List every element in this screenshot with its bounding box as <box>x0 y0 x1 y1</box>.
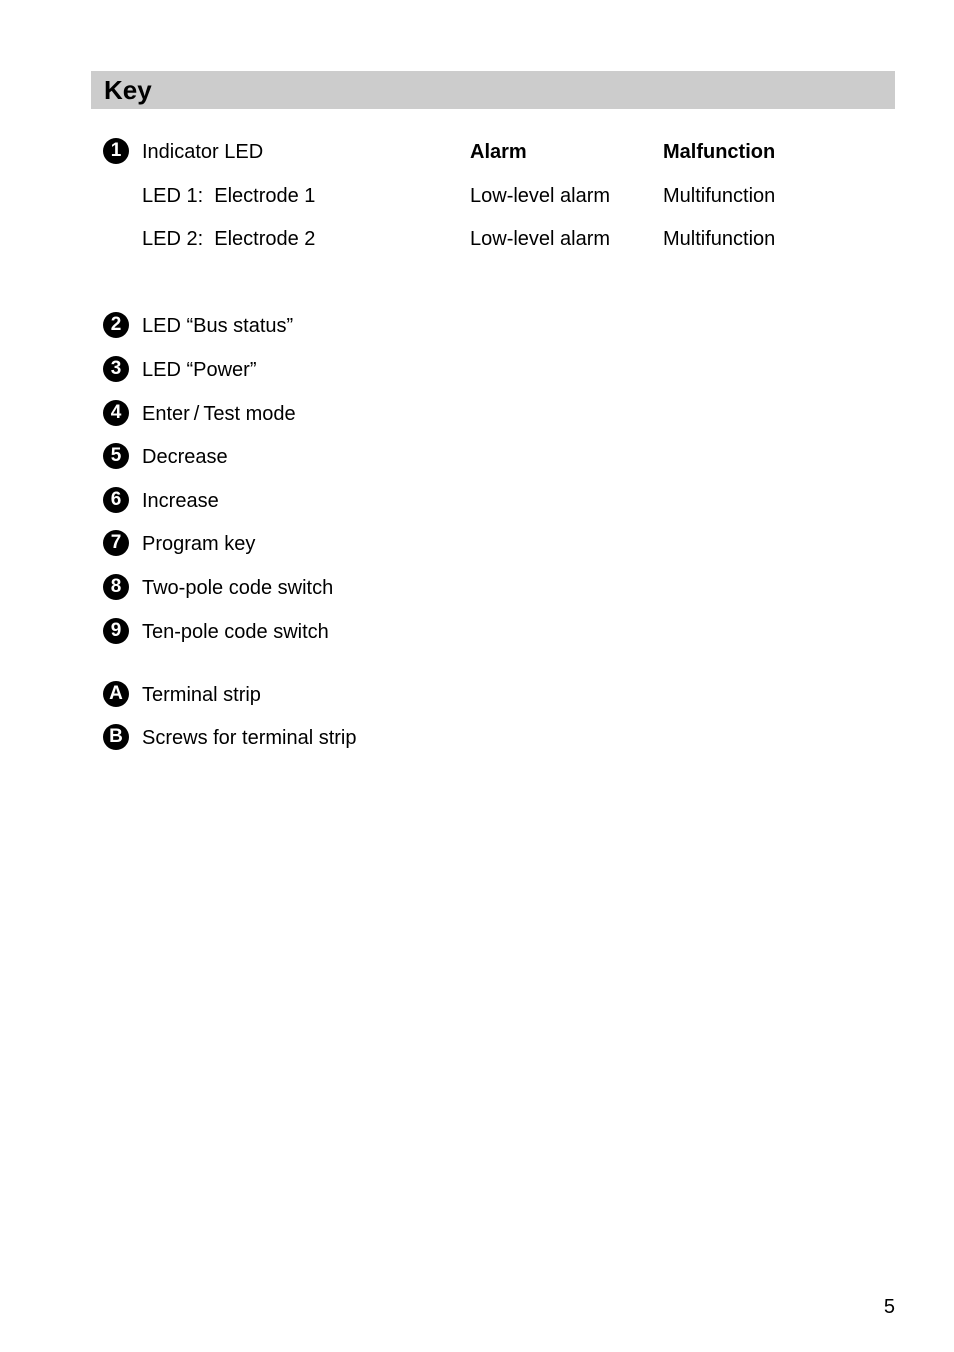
alarm-column-header: Alarm <box>470 141 527 163</box>
page-number: 5 <box>883 1296 895 1318</box>
key-item-label: Two-pole code switch <box>142 577 334 599</box>
letter-badge-icon: B <box>103 724 129 750</box>
key-item-label: Indicator LED <box>142 141 264 163</box>
key-item-label: Ten-pole code switch <box>142 621 329 643</box>
key-item <box>0 486 954 516</box>
key-item-label: Decrease <box>142 446 228 468</box>
letter-badge-icon: A <box>103 681 129 707</box>
key-item <box>0 680 954 710</box>
number-badge-icon: 8 <box>103 574 129 600</box>
key-item <box>0 573 954 603</box>
key-item-indicator-led <box>0 137 954 167</box>
key-item <box>0 355 954 385</box>
malfunction-column-header: Malfunction <box>663 141 776 163</box>
led-row-alarm: Low-level alarm <box>470 185 611 207</box>
key-item <box>0 723 954 753</box>
key-item-label: LED “Power” <box>142 359 257 381</box>
led-row-label: LED 2: Electrode 2 <box>142 228 316 250</box>
led-table-row <box>0 224 954 254</box>
number-badge-icon: 9 <box>103 618 129 644</box>
key-item-label: Enter / Test mode <box>142 403 296 425</box>
number-badge-icon: 2 <box>103 312 129 338</box>
led-row-alarm: Low-level alarm <box>470 228 611 250</box>
number-badge-icon: 4 <box>103 400 129 426</box>
key-item-label: LED “Bus status” <box>142 315 294 337</box>
led-row-malfunction: Multifunction <box>663 228 776 250</box>
number-badge-icon: 7 <box>103 530 129 556</box>
key-item-label: Program key <box>142 533 256 555</box>
key-item-label: Screws for terminal strip <box>142 727 357 749</box>
number-badge-icon: 5 <box>103 443 129 469</box>
key-item <box>0 399 954 429</box>
key-item-label: Terminal strip <box>142 684 261 706</box>
key-item <box>0 529 954 559</box>
led-table-row <box>0 181 954 211</box>
number-badge-icon: 6 <box>103 487 129 513</box>
key-item-label: Increase <box>142 490 219 512</box>
section-title: Key <box>104 75 152 105</box>
key-item <box>0 617 954 647</box>
led-row-malfunction: Multifunction <box>663 185 776 207</box>
number-badge-icon: 1 <box>103 138 129 164</box>
section-header-bar <box>91 71 895 109</box>
key-item <box>0 442 954 472</box>
led-row-label: LED 1: Electrode 1 <box>142 185 316 207</box>
key-item <box>0 311 954 341</box>
number-badge-icon: 3 <box>103 356 129 382</box>
